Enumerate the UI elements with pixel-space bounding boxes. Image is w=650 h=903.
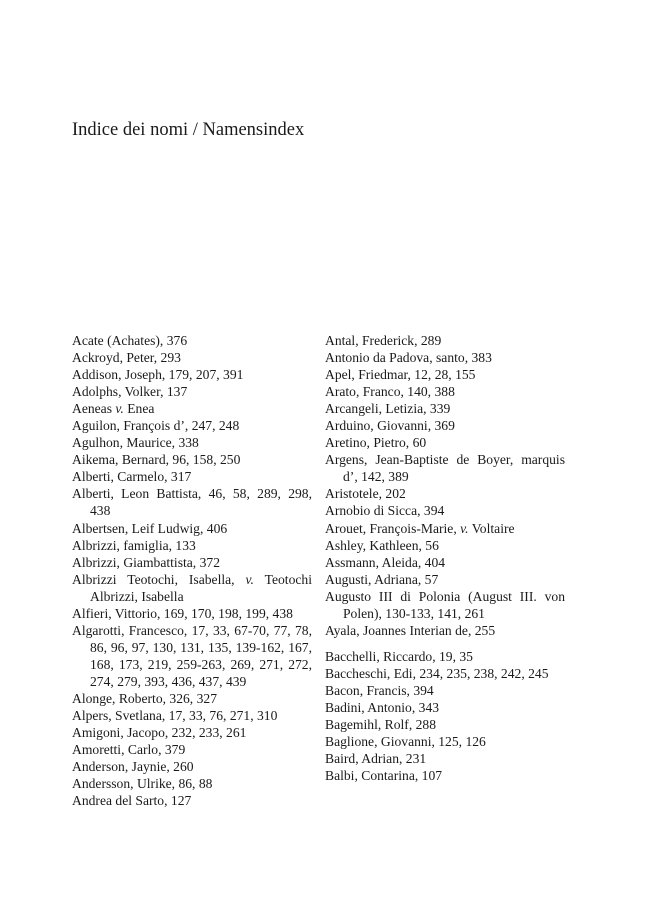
index-entry-reference: v. — [460, 520, 469, 536]
index-entry-text: Bacchelli, Riccardo, 19, 35 — [325, 648, 473, 664]
index-entry-text: Aikema, Bernard, 96, 158, 250 — [72, 452, 241, 468]
index-entry-text: Algarotti, Francesco, 17, 33, 67-70, 77, 78, 86, 96, 97, 130, 131, 135, 139-162, 167, 168, 173, 219, 259-263, 269, 271, 272, 274, 279, 393, 436, 437, 439 — [72, 622, 312, 689]
index-entry — [325, 400, 565, 417]
index-entry — [325, 733, 565, 750]
index-entry — [325, 622, 565, 639]
index-entry — [72, 622, 312, 690]
index-entry-text: Agulhon, Maurice, 338 — [72, 435, 199, 451]
index-column-right — [325, 332, 565, 784]
index-entry-text: Baird, Adrian, 231 — [325, 751, 427, 767]
page-title: Indice dei nomi / Namensindex — [72, 120, 305, 140]
index-entry — [325, 571, 565, 588]
index-entry — [325, 699, 565, 716]
index-entry-text: Arouet, François-Marie, — [325, 520, 461, 536]
index-entry — [72, 690, 312, 707]
index-entry-text: Arduino, Giovanni, 369 — [325, 418, 455, 434]
index-entry-text: Addison, Joseph, 179, 207, 391 — [72, 367, 244, 383]
index-entry — [325, 554, 565, 571]
index-entry-text: Albrizzi, Giambattista, 372 — [72, 554, 220, 570]
index-entry — [325, 383, 565, 400]
index-entry — [72, 758, 312, 775]
index-entry — [325, 537, 565, 554]
index-entry — [325, 502, 565, 519]
index-entry — [325, 417, 565, 434]
index-entry — [72, 366, 312, 383]
index-entry-text: Alberti, Leon Battista, 46, 58, 289, 298, 438 — [72, 486, 312, 519]
index-entry-text: Baglione, Giovanni, 125, 126 — [325, 734, 486, 750]
index-entry — [72, 383, 312, 400]
index-entry-text: Argens, Jean-Baptiste de Boyer, marquis d’, 142, 389 — [325, 452, 565, 485]
index-entry-text: Albrizzi, famiglia, 133 — [72, 537, 196, 553]
index-entry — [72, 775, 312, 792]
index-entry-text: Augusto III di Polonia (August III. von Polen), 130-133, 141, 261 — [325, 588, 565, 621]
index-entry — [72, 554, 312, 571]
index-entry-target: Enea — [123, 401, 155, 417]
index-entry-text: Arato, Franco, 140, 388 — [325, 384, 455, 400]
index-entry — [325, 648, 565, 665]
index-entry — [325, 665, 565, 682]
index-entry-text: Aeneas — [72, 401, 116, 417]
index-entry — [72, 571, 312, 605]
index-entry — [325, 520, 565, 537]
index-entry-text: Arnobio di Sicca, 394 — [325, 503, 445, 519]
index-entry — [72, 468, 312, 485]
index-entry — [325, 750, 565, 767]
index-entry-text: Aretino, Pietro, 60 — [325, 435, 427, 451]
index-entry — [72, 605, 312, 622]
index-entry-text: Assmann, Aleida, 404 — [325, 554, 446, 570]
index-entry — [72, 332, 312, 349]
index-entry — [325, 588, 565, 622]
index-entry-text: Albertsen, Leif Ludwig, 406 — [72, 520, 228, 536]
index-entry — [72, 520, 312, 537]
index-entry-target: Voltaire — [468, 520, 515, 536]
index-entry — [72, 349, 312, 366]
index-entry — [325, 716, 565, 733]
index-entry-text: Andrea del Sarto, 127 — [72, 793, 192, 809]
index-entry — [72, 451, 312, 468]
index-entry-text: Arcangeli, Letizia, 339 — [325, 401, 451, 417]
index-entry-text: Baccheschi, Edi, 234, 235, 238, 242, 245 — [325, 665, 549, 681]
index-entry — [72, 792, 312, 809]
index-entry-text: Aristotele, 202 — [325, 486, 406, 502]
index-entry — [72, 724, 312, 741]
index-entry-text: Balbi, Contarina, 107 — [325, 768, 443, 784]
index-entry — [72, 417, 312, 434]
index-entry-text: Amoretti, Carlo, 379 — [72, 742, 186, 758]
index-entry-text: Alfieri, Vittorio, 169, 170, 198, 199, 438 — [72, 605, 293, 621]
index-entry — [72, 537, 312, 554]
index-entry-text: Adolphs, Volker, 137 — [72, 384, 188, 400]
index-entry-reference: v. — [245, 571, 254, 587]
index-entry-text: Ashley, Kathleen, 56 — [325, 537, 439, 553]
index-entry — [325, 767, 565, 784]
index-entry-text: Aguilon, François d’, 247, 248 — [72, 418, 240, 434]
index-entry — [72, 400, 312, 417]
index-entry — [325, 434, 565, 451]
index-entry — [325, 485, 565, 502]
index-entry-text: Badini, Antonio, 343 — [325, 699, 440, 715]
index-entry — [325, 682, 565, 699]
index-entry — [72, 741, 312, 758]
index-entry-text: Alonge, Roberto, 326, 327 — [72, 690, 217, 706]
index-entry-text: Andersson, Ulrike, 86, 88 — [72, 776, 213, 792]
index-entry-text: Ayala, Joannes Interian de, 255 — [325, 622, 496, 638]
index-entry-text: Bacon, Francis, 394 — [325, 682, 434, 698]
index-entry-text: Antonio da Padova, santo, 383 — [325, 350, 492, 366]
index-entry-target: Teotochi Albrizzi, Isabella — [90, 571, 312, 604]
index-entry — [72, 434, 312, 451]
index-entry — [325, 451, 565, 485]
index-entry — [72, 707, 312, 724]
index-column-left — [72, 332, 312, 809]
index-entry-reference: v. — [115, 401, 124, 417]
index-entry-text: Bagemihl, Rolf, 288 — [325, 717, 437, 733]
index-entry-text: Anderson, Jaynie, 260 — [72, 759, 194, 775]
index-entry — [325, 349, 565, 366]
index-entry — [325, 366, 565, 383]
index-entry — [325, 332, 565, 349]
index-entry-text: Ackroyd, Peter, 293 — [72, 350, 181, 366]
index-entry-text: Augusti, Adriana, 57 — [325, 571, 439, 587]
index-entry-text: Apel, Friedmar, 12, 28, 155 — [325, 367, 476, 383]
index-entry — [72, 485, 312, 519]
index-entry-text: Antal, Frederick, 289 — [325, 333, 442, 348]
index-entry-text: Alberti, Carmelo, 317 — [72, 469, 192, 485]
index-entry-text: Albrizzi Teotochi, Isabella, — [72, 571, 246, 587]
index-entry-text: Alpers, Svetlana, 17, 33, 76, 271, 310 — [72, 708, 278, 724]
index-entry-text: Acate (Achates), 376 — [72, 333, 188, 348]
index-entry-text: Amigoni, Jacopo, 232, 233, 261 — [72, 725, 247, 741]
